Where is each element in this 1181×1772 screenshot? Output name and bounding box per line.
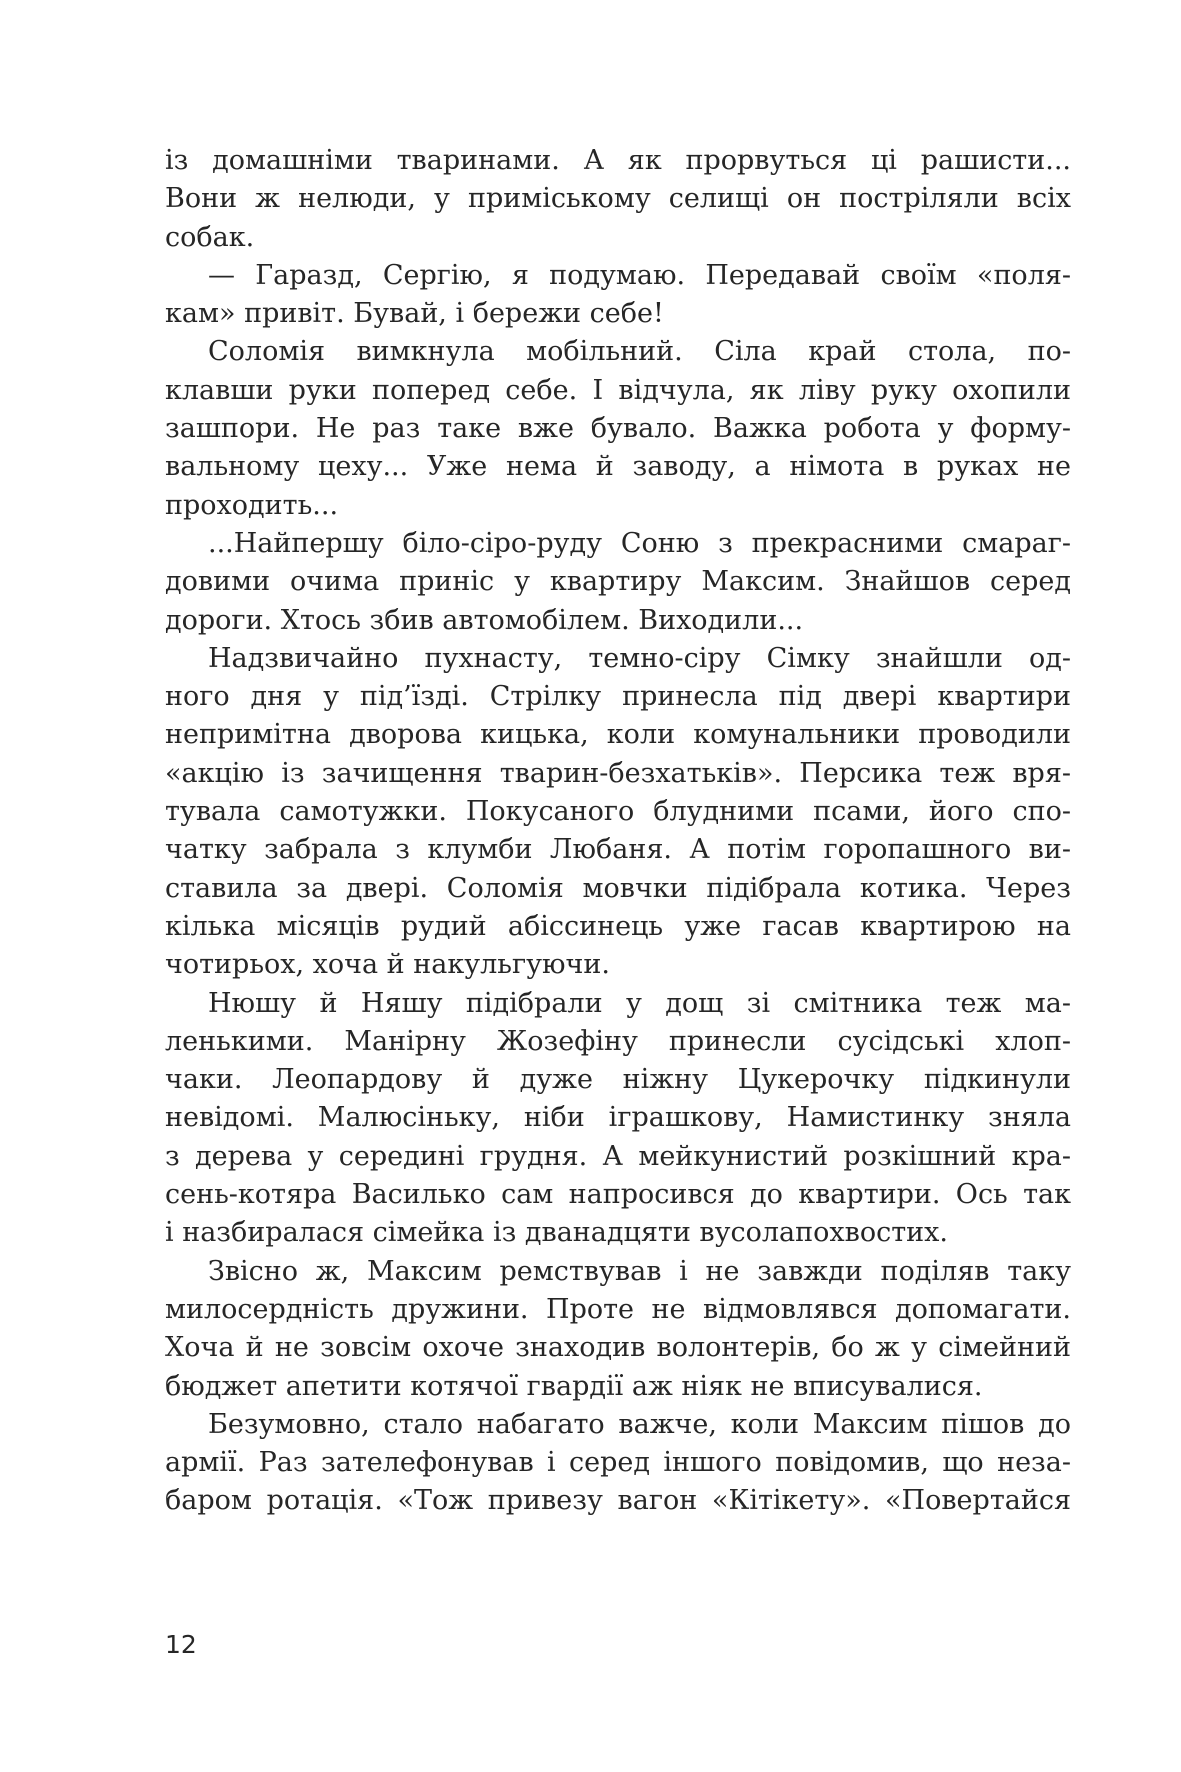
text-line: чотирьох, хоча й накульгуючи. — [165, 949, 610, 981]
text-line: Вони ж нелюди, у приміському селищі он постріляли всіх — [165, 183, 1071, 215]
text-line: вальному цеху... Уже нема й заводу, а німота в руках не — [165, 451, 1071, 483]
text-line: Безумовно, стало набагато важче, коли Максим пішов до — [208, 1408, 1071, 1440]
text-line: ного дня у під’їзді. Стрілку принесла під двері квартири — [165, 681, 1071, 713]
paragraph — [165, 985, 1071, 1253]
text-line: Надзвичайно пухнасту, темно-сіру Сімку знайшли од- — [208, 642, 1071, 674]
paragraph — [165, 640, 1071, 985]
text-line: проходить... — [165, 489, 339, 521]
text-line: зашпори. Не раз таке вже бувало. Важка робота у форму- — [165, 413, 1071, 445]
paragraph — [165, 525, 1071, 640]
paragraph — [165, 333, 1071, 524]
paragraph — [165, 1253, 1071, 1406]
text-line: Соломія вимкнула мобільний. Сіла край стола, по- — [208, 336, 1071, 368]
text-line: ...Найпершу біло-сіро-руду Соню з прекрасними смараг- — [208, 527, 1071, 559]
text-line: дороги. Хтось збив автомобілем. Виходили... — [165, 604, 804, 636]
text-line: бюджет апетити котячої гвардії аж ніяк не вписувалися. — [165, 1370, 983, 1402]
text-line: кам» привіт. Бувай, і бережи себе! — [165, 298, 664, 330]
page-number: 12 — [165, 1630, 197, 1659]
text-line: кілька місяців рудий абіссинець уже гасав квартирою на — [165, 910, 1071, 942]
text-line: із домашніми тваринами. А як прорвуться ці рашисти... — [165, 145, 1071, 176]
text-line: ставила за двері. Соломія мовчки підібрала котика. Через — [165, 872, 1071, 904]
text-line: собак. — [165, 221, 255, 253]
text-line: і назбиралася сімейка із дванадцяти вусолапохвостих. — [165, 1217, 948, 1249]
text-line: чаки. Леопардову й дуже ніжну Цукерочку підкинули — [165, 1064, 1071, 1096]
text-line: — Гаразд, Сергію, я подумаю. Передавай своїм «поля- — [208, 259, 1071, 291]
text-line: армії. Раз зателефонував і серед іншого повідомив, що неза- — [165, 1447, 1071, 1479]
paragraph — [165, 257, 1071, 334]
text-line: «акцію із зачищення тварин-безхатьків». Персика теж вря- — [165, 757, 1071, 789]
paragraph — [165, 142, 1071, 257]
text-line: невідомі. Малюсіньку, ніби іграшкову, Намистинку зняла — [165, 1102, 1071, 1134]
text-line: ленькими. Манірну Жозефіну принесли сусідські хлоп- — [165, 1025, 1071, 1057]
text-line: Хоча й не зовсім охоче знаходив волонтерів, бо ж у сімейний — [165, 1332, 1071, 1364]
text-line: довими очима приніс у квартиру Максим. Знайшов серед — [165, 566, 1071, 598]
text-line: Нюшу й Няшу підібрали у дощ зі смітника теж ма- — [208, 987, 1071, 1019]
paragraph — [165, 1406, 1071, 1521]
page-body — [165, 142, 1071, 1521]
text-line: тувала самотужки. Покусаного блудними псами, його спо- — [165, 796, 1071, 828]
text-line: чатку забрала з клумби Любаня. А потім горопашного ви- — [165, 834, 1071, 866]
text-line: баром ротація. «Тож привезу вагон «Кітікету». «Повертайся — [165, 1485, 1071, 1517]
text-line: сень-котяра Василько сам напросився до квартири. Ось так — [165, 1179, 1071, 1211]
text-line: непримітна дворова кицька, коли комунальники проводили — [165, 719, 1071, 751]
text-line: клавши руки поперед себе. І відчула, як ліву руку охопили — [165, 374, 1071, 406]
text-line: Звісно ж, Максим ремствував і не завжди поділяв таку — [208, 1255, 1071, 1287]
text-line: милосердність дружини. Проте не відмовлявся допомагати. — [165, 1293, 1071, 1325]
text-line: з дерева у середині грудня. А мейкунистий розкішний кра- — [165, 1140, 1071, 1172]
